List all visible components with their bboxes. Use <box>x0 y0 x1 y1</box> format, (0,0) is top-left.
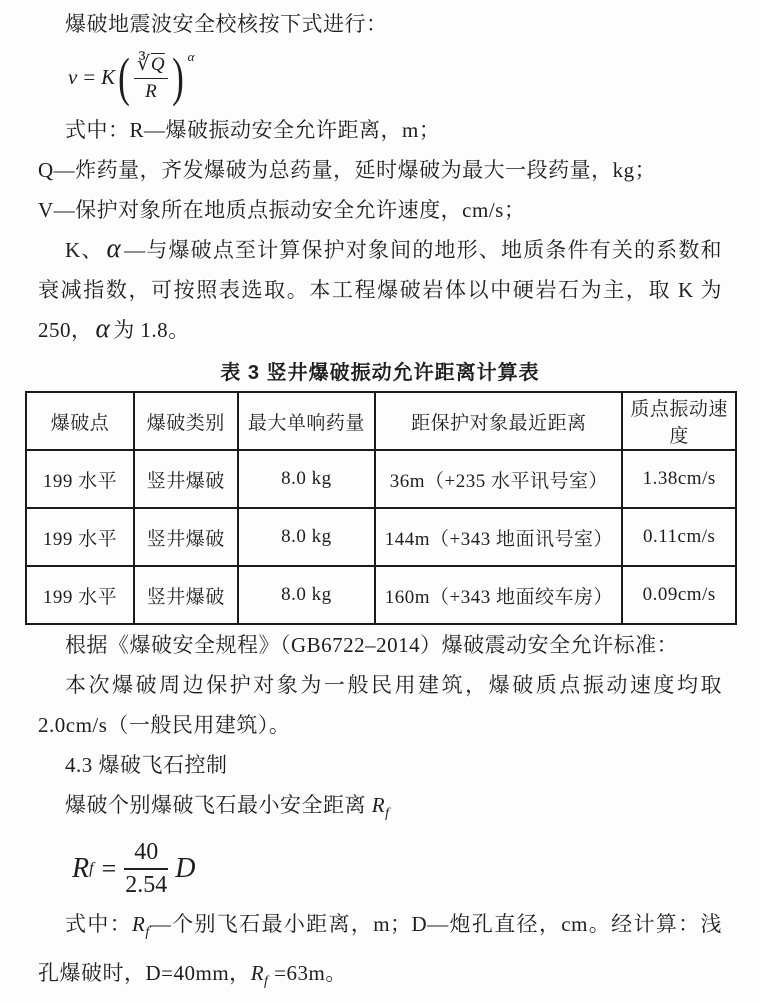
definition-r <box>38 110 722 150</box>
header-nearest-distance: 距保护对象最近距离 <box>375 392 622 450</box>
cell-nearest-distance: 144m（+343 地面讯号室） <box>375 508 622 566</box>
header-max-charge: 最大单响药量 <box>238 392 376 450</box>
alpha-symbol: α <box>106 233 122 263</box>
rf-symbol-base: R <box>371 793 386 817</box>
cell-blast-point: 199 水平 <box>26 566 134 624</box>
closing-seg3: =63m。 <box>268 961 347 986</box>
formula2-equals: = <box>101 854 117 884</box>
closing-seg1: 式中： <box>65 912 133 937</box>
rf-symbol-base: R <box>132 912 146 937</box>
cell-blast-type: 竖井爆破 <box>134 566 238 624</box>
cell-blast-type: 竖井爆破 <box>134 508 238 566</box>
flyrock-intro-text: 爆破个别爆破飞石最小安全距离 <box>65 793 372 817</box>
k-seg1: K、 <box>65 238 104 262</box>
protection-paragraph <box>38 665 722 745</box>
formula-flyrock-distance: R f = $\frac{40}{2.54}$ D <box>72 839 196 899</box>
table-title: 表 3 竖井爆破振动允许距离计算表 <box>220 362 540 384</box>
cell-nearest-distance: 36m（+235 水平讯号室） <box>375 450 622 508</box>
k-seg3: 为 1.8。 <box>113 318 190 342</box>
cell-blast-type: 竖井爆破 <box>134 450 238 508</box>
protection-text: 本次爆破周边保护对象为一般民用建筑，爆破质点振动速度均取 2.0cm/s（一般民用建筑）。 <box>38 673 722 737</box>
formula1-radicand: $\overline{Q}$ <box>150 54 165 75</box>
k-seg2: —与爆破点至计算保护对象间的地形、地质条件有关的系数和衰减指数，可按照表选取。本工程爆破岩体以中硬岩石为主，取 K 为 250， <box>38 238 722 342</box>
definition-v-text: V—保护对象所在地质点振动安全允许速度，cm/s； <box>38 198 526 222</box>
cell-nearest-distance: 160m（+343 地面绞车房） <box>375 566 622 624</box>
cell-max-charge: 8.0 kg <box>238 450 376 508</box>
formula1-exponent: α <box>187 49 195 64</box>
formula1-lhs: v <box>68 64 78 89</box>
header-blast-point: 爆破点 <box>26 392 134 450</box>
closing-seg2: —个别飞石最小距离，m；D—炮孔直径，cm。经计算：浅孔爆破时，D=40mm， <box>38 912 723 986</box>
formula1-numerator <box>134 51 167 79</box>
rf-symbol-sub: f <box>145 925 150 941</box>
formula1-denominator: R <box>145 81 157 102</box>
closing-paragraph <box>38 904 722 1002</box>
cell-max-charge: 8.0 kg <box>238 508 376 566</box>
definition-r-text: 式中：R—爆破振动安全允许距离，m； <box>65 118 441 142</box>
formula2-fraction <box>124 839 168 899</box>
alpha-symbol: α <box>95 313 111 343</box>
cell-particle-velocity: 1.38cm/s <box>622 450 736 508</box>
rf-symbol-sub: f <box>264 974 269 990</box>
gb-standard-paragraph <box>38 625 722 665</box>
table-row <box>26 450 736 508</box>
definition-q <box>38 150 722 190</box>
table-row <box>26 566 736 624</box>
formula2-lhs-base: R <box>72 853 90 885</box>
formula-seismic-velocity <box>68 46 722 108</box>
definition-v <box>38 190 722 230</box>
header-particle-velocity: 质点振动速度 <box>622 392 736 450</box>
flyrock-intro-paragraph <box>38 785 722 834</box>
cell-particle-velocity: 0.11cm/s <box>622 508 736 566</box>
intro-paragraph <box>38 4 722 44</box>
formula1-close-paren: ) <box>171 47 184 107</box>
table-header-row <box>26 392 736 450</box>
cell-blast-point: 199 水平 <box>26 508 134 566</box>
rf-symbol-base: R <box>250 961 265 986</box>
cell-blast-point: 199 水平 <box>26 450 134 508</box>
definition-q-text: Q—炸药量，齐发爆破为总药量，延时爆破为最大一段药量，kg； <box>38 158 657 182</box>
table-row <box>26 508 736 566</box>
header-blast-type: 爆破类别 <box>134 392 238 450</box>
formula2-denominator: 2.54 <box>125 872 168 899</box>
cube-root-sign: ∛ <box>137 53 150 75</box>
formula2-factor: D <box>175 853 196 885</box>
formula1-equals: = <box>83 64 96 89</box>
formula1-fraction <box>134 51 167 103</box>
vibration-distance-table <box>25 391 737 625</box>
cell-particle-velocity: 0.09cm/s <box>622 566 736 624</box>
intro-text: 爆破地震波安全校核按下式进行： <box>65 12 388 36</box>
formula1-coefficient: K <box>101 64 116 89</box>
k-alpha-paragraph <box>38 230 722 350</box>
cell-max-charge: 8.0 kg <box>238 566 376 624</box>
rf-symbol-sub: f <box>385 806 390 822</box>
gb-standard-text: 根据《爆破安全规程》（GB6722–2014）爆破震动安全允许标准： <box>65 633 679 657</box>
formula2-numerator: 40 <box>124 839 168 870</box>
formula1-open-paren: ( <box>118 47 131 107</box>
section-4-3-heading <box>38 745 722 785</box>
section-4-3-text: 4.3 爆破飞石控制 <box>65 753 228 777</box>
